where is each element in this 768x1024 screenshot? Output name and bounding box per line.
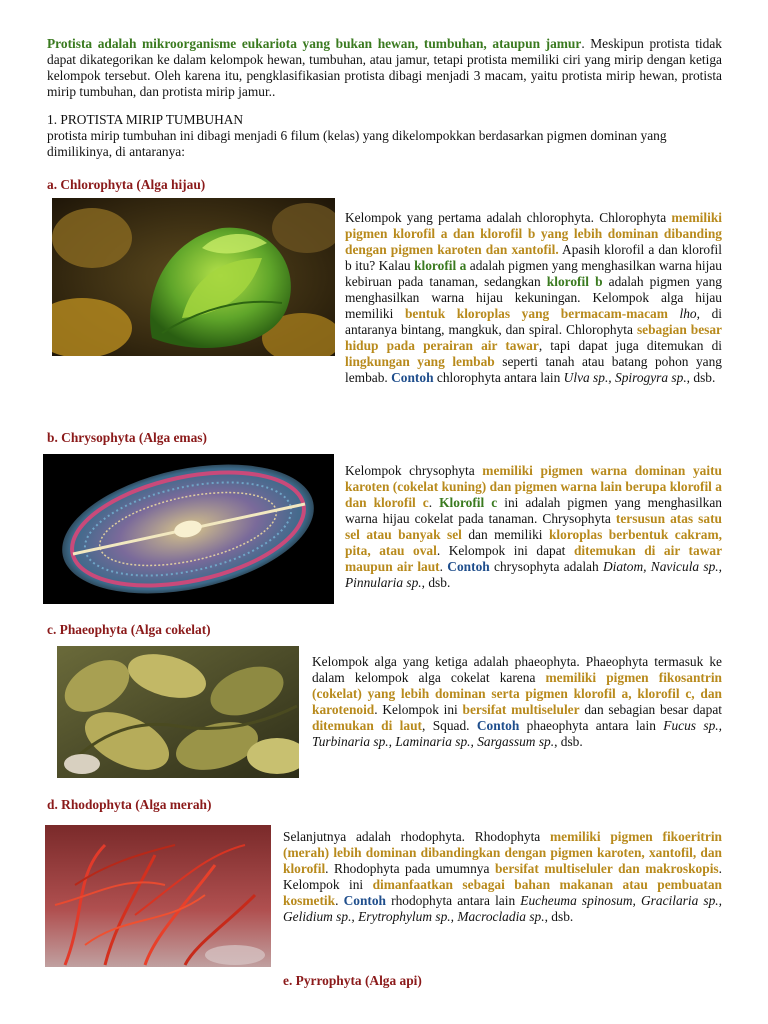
text-run: , di antaranya bintang, mangkuk, dan spiral. Chlorophyta bbox=[345, 306, 722, 337]
highlight-run: klorofil b bbox=[546, 274, 603, 289]
intro-highlight: Protista adalah mikroorganisme eukariota yang bukan hewan, tumbuhan, ataupun jamur bbox=[47, 36, 582, 51]
brown-algae-illustration bbox=[57, 646, 299, 778]
species-list: Eucheuma spinosum, Gracilaria sp., Gelidium sp., Erytrophylum sp., Macrocladia sp. bbox=[283, 893, 723, 924]
highlight-run: memiliki pigmen fikoeritrin (merah) lebih dominan dibandingkan dengan pigmen karoten, xantofil, dan klorofil bbox=[283, 829, 723, 876]
highlight-run: memiliki pigmen fikosantrin (cokelat) yang lebih dominan serta pigmen klorofil a, klorofil c, dan karotenoid bbox=[312, 670, 722, 717]
text-run: . bbox=[428, 495, 440, 510]
italic-run: lho bbox=[679, 306, 697, 321]
subheading-pyrrophyta: e. Pyrrophyta (Alga api) bbox=[283, 973, 422, 988]
diatom-illustration bbox=[43, 454, 334, 604]
example-label: Contoh bbox=[391, 370, 434, 385]
text-run: dan sebagian besar dapat bbox=[579, 702, 722, 717]
text-run: . Kelompok ini bbox=[283, 861, 722, 892]
text-run: seperti tanah atau batang pohon yang lembab. bbox=[345, 354, 722, 385]
text-run: , tapi dapat juga ditemukan di bbox=[538, 338, 722, 353]
highlight-run: bersifat multiseluler bbox=[462, 702, 580, 717]
text-run: ini adalah pigmen yang menghasilkan warna hijau cokelat pada tanaman. Chrysophyta bbox=[345, 495, 723, 526]
chlorophyta-description bbox=[345, 210, 722, 386]
highlight-run: lingkungan yang lembab bbox=[345, 354, 495, 369]
species-list: Fucus sp., Turbinaria sp., Laminaria sp., Sargassum sp. bbox=[312, 718, 722, 749]
highlight-run: bersifat multiseluler dan makroskopis bbox=[494, 861, 719, 876]
highlight-run: memiliki pigmen klorofil a dan klorofil b yang lebih dominan dibanding dengan pigmen karoten dan xantofil. bbox=[345, 210, 722, 257]
subheading-chrysophyta: b. Chrysophyta (Alga emas) bbox=[47, 430, 207, 445]
rhodophyta-description bbox=[283, 829, 722, 925]
text-run: adalah pigmen yang menghasilkan warna hijau kekuningan. Kelompok alga hijau memiliki bbox=[345, 274, 722, 321]
phaeophyta-description bbox=[312, 654, 722, 750]
text-run: Apasih klorofil a dan klorofil b itu? Kalau bbox=[345, 242, 722, 273]
species-list: Diatom, Navicula sp., Pinnularia sp. bbox=[345, 559, 723, 590]
text-run: Kelompok chrysophyta bbox=[345, 463, 483, 478]
highlight-run: dimanfaatkan sebagai bahan makanan atau pembuatan kosmetik bbox=[283, 877, 722, 908]
red-algae-illustration bbox=[45, 825, 271, 967]
text-run: . Rhodophyta pada umumnya bbox=[325, 861, 495, 876]
text-run: Kelompok alga yang ketiga adalah phaeophyta. Phaeophyta termasuk ke dalam kelompok alga cokelat karena bbox=[312, 654, 722, 685]
text-run: . bbox=[439, 559, 448, 574]
text-run: dan memiliki bbox=[461, 527, 549, 542]
text-run: . bbox=[335, 893, 344, 908]
highlight-run: memiliki pigmen warna dominan yaitu karoten (cokelat kuning) dan pigmen warna lain berupa klorofil a dan klorofil c bbox=[345, 463, 722, 510]
diatom-image bbox=[43, 454, 334, 604]
section-heading: 1. PROTISTA MIRIP TUMBUHAN bbox=[47, 112, 244, 127]
text-run: Kelompok yang pertama adalah chlorophyta. Chlorophyta bbox=[345, 210, 672, 225]
text-run bbox=[668, 306, 680, 321]
subheading-chlorophyta: a. Chlorophyta (Alga hijau) bbox=[47, 177, 206, 192]
highlight-run: tersusun atas satu sel atau banyak sel bbox=[345, 511, 722, 542]
section-plant-like bbox=[47, 112, 722, 160]
highlight-run: kloroplas berbentuk cakram, pita, atau oval bbox=[345, 527, 722, 558]
text-run: , Squad. bbox=[421, 718, 477, 733]
highlight-run: klorofil a bbox=[414, 258, 467, 273]
text-run: chlorophyta antara lain bbox=[433, 370, 564, 385]
text-run: , dsb. bbox=[554, 734, 583, 749]
brown-algae-image bbox=[57, 646, 299, 778]
subheading-phaeophyta: c. Phaeophyta (Alga cokelat) bbox=[47, 622, 211, 637]
text-run: , dsb. bbox=[544, 909, 574, 924]
green-algae-image bbox=[52, 198, 335, 356]
text-run: . Kelompok ini dapat bbox=[436, 543, 574, 558]
intro-text: . Meskipun protista tidak dapat dikategorikan ke dalam kelompok hewan, tumbuhan, atau jamur, tetapi protista memiliki ciri yang mirip dengan ketiga kelompok tersebut. Oleh karena itu, pengklasifikasian protista dibagi menjadi 3 macam, yaitu protista mirip hewan, protista mirip tumbuhan, dan protista mirip jamur.. bbox=[47, 36, 722, 99]
highlight-run: bentuk kloroplas yang bermacam-macam bbox=[404, 306, 668, 321]
green-algae-illustration bbox=[52, 198, 335, 356]
text-run: Selanjutnya adalah rhodophyta. Rhodophyta bbox=[283, 829, 550, 844]
subheading-rhodophyta: d. Rhodophyta (Alga merah) bbox=[47, 797, 212, 812]
text-run: phaeophyta antara lain bbox=[519, 718, 664, 733]
intro-paragraph bbox=[47, 36, 722, 100]
highlight-run: sebagian besar hidup pada perairan air tawar bbox=[345, 322, 723, 353]
text-run: , dsb. bbox=[686, 370, 716, 385]
example-label: Contoh bbox=[476, 718, 520, 733]
text-run: rhodophyta antara lain bbox=[386, 893, 521, 908]
section-text: protista mirip tumbuhan ini dibagi menjadi 6 filum (kelas) yang dikelompokkan berdasarkan pigmen dominan yang dimilikinya, di antaranya: bbox=[47, 128, 667, 159]
chrysophyta-description bbox=[345, 463, 722, 591]
example-label: Contoh bbox=[343, 893, 386, 908]
text-run: chrysophyta adalah bbox=[489, 559, 603, 574]
highlight-run: ditemukan di air tawar maupun air laut bbox=[345, 543, 723, 574]
red-algae-image bbox=[45, 825, 271, 967]
example-label: Contoh bbox=[447, 559, 490, 574]
text-run: adalah pigmen yang menghasilkan warna hijau kebiruan pada tanaman, sedangkan bbox=[345, 258, 722, 289]
text-run: . Kelompok ini bbox=[374, 702, 463, 717]
highlight-run: ditemukan di laut bbox=[312, 718, 422, 733]
text-run: , dsb. bbox=[421, 575, 451, 590]
highlight-run: Klorofil c bbox=[439, 495, 498, 510]
species-list: Ulva sp., Spirogyra sp. bbox=[563, 370, 687, 385]
